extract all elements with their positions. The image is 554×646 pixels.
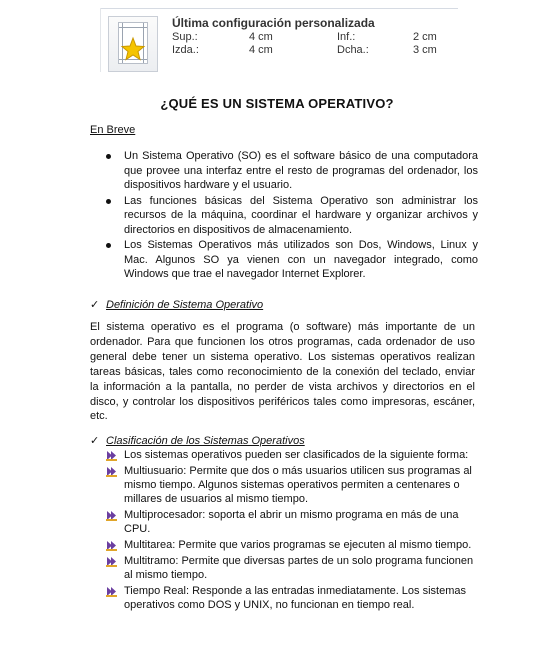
intro-heading: En Breve xyxy=(90,124,136,136)
intro-bullet-list xyxy=(103,149,478,283)
list-item: Un Sistema Operativo (SO) es el software básico de una computadora que provee una interfaz entre el resto de programas del ordenador, los dispositivos hardware y el usuario. xyxy=(103,149,478,193)
left-margin-label: Izda.: xyxy=(172,44,199,56)
bottom-margin-value: 2 cm xyxy=(413,31,437,43)
classification-heading: ✓ Clasificación de los Sistemas Operativos xyxy=(90,435,305,447)
list-item: Multiusuario: Permite que dos o más usuarios utilicen sus programas al mismo tiempo. Algunos sistemas operativos permiten a centenares o millares de usuarios al mismo tiempo. xyxy=(106,464,478,507)
arrow-bullet-icon xyxy=(106,540,118,551)
list-item: Multiprocesador: soporta el abrir un mismo programa en más de una CPU. xyxy=(106,508,478,536)
list-item: Multitarea: Permite que varios programas se ejecuten al mismo tiempo. xyxy=(106,538,478,552)
bullet-icon xyxy=(106,243,111,248)
arrow-bullet-icon xyxy=(106,466,118,477)
bottom-margin-label: Inf.: xyxy=(337,31,356,43)
margin-preset-item[interactable] xyxy=(100,8,458,72)
list-item: Los sistemas operativos pueden ser clasificados de la siguiente forma: xyxy=(106,448,478,462)
checkmark-icon: ✓ xyxy=(90,435,100,447)
panel-divider xyxy=(100,8,101,72)
list-item: Multitramo: Permite que diversas partes de un solo programa funcionen al mismo tiempo. xyxy=(106,554,478,582)
definition-paragraph: El sistema operativo es el programa (o software) más importante de un ordenador. Para que funcionen los otros programas, cada ordenador de uso general debe tener un sistema operativo. Los sistemas operativos realizan tareas básicas, tales como reconocimiento de la conexión del teclado, enviar la información a la pantalla, no perder de vista archivos y directorios en el disco, y controlar los dispositivos periféricos tales como impresoras, escáner, etc. xyxy=(90,321,475,423)
panel-divider xyxy=(100,8,458,9)
top-margin-label: Sup.: xyxy=(172,31,198,43)
arrow-bullet-icon xyxy=(106,510,118,521)
right-margin-label: Dcha.: xyxy=(337,44,369,56)
arrow-bullet-icon xyxy=(106,586,118,597)
star-icon xyxy=(120,36,146,62)
list-item: Los Sistemas Operativos más utilizados son Dos, Windows, Linux y Mac. Algunos SO ya vienen con un navegador integrado, como Windows que trae el navegador Internet Explorer. xyxy=(103,238,478,282)
top-margin-value: 4 cm xyxy=(249,31,273,43)
list-item: Tiempo Real: Responde a las entradas inmediatamente. Los sistemas operativos como DOS y UNIX, no funcionan en tiempo real. xyxy=(106,584,478,612)
left-margin-value: 4 cm xyxy=(249,44,273,56)
arrow-bullet-icon xyxy=(106,556,118,567)
right-margin-value: 3 cm xyxy=(413,44,437,56)
bullet-icon xyxy=(106,199,111,204)
list-item: Las funciones básicas del Sistema Operativo son administrar los recursos de la máquina, coordinar el hardware y organizar archivos y directorios en dispositivos de almacenamiento. xyxy=(103,194,478,238)
classification-list xyxy=(106,448,478,614)
preset-title: Última configuración personalizada xyxy=(172,16,375,30)
checkmark-icon: ✓ xyxy=(90,299,100,311)
definition-heading: ✓ Definición de Sistema Operativo xyxy=(90,299,264,311)
bullet-icon xyxy=(106,154,111,159)
page-star-icon xyxy=(108,16,158,72)
document-title: ¿QUÉ ES UN SISTEMA OPERATIVO? xyxy=(160,96,394,111)
arrow-bullet-icon xyxy=(106,450,118,461)
